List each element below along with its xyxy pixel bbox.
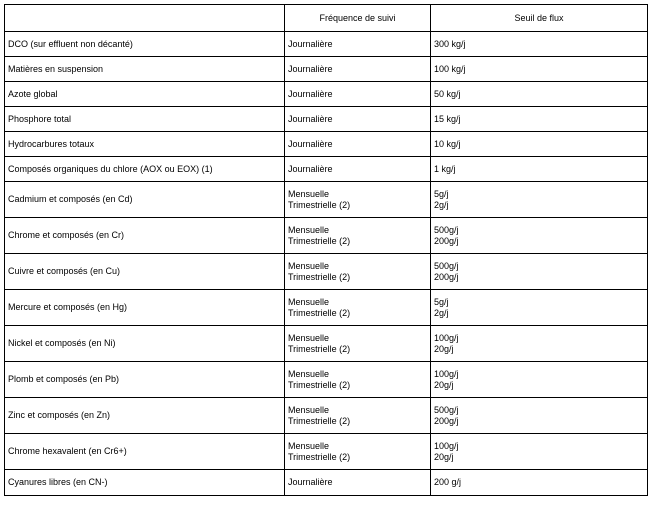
frequency-value: Mensuelle <box>288 296 330 307</box>
frequency-value: Journalière <box>288 163 333 174</box>
frequency-cell <box>285 32 431 57</box>
threshold-value: 20g/j <box>434 343 454 354</box>
frequency-value: Journalière <box>288 113 333 124</box>
threshold-cell <box>431 107 648 132</box>
frequency-value: Trimestrielle (2) <box>288 271 351 282</box>
threshold-value: 10 kg/j <box>434 138 461 149</box>
threshold-cell <box>431 254 648 290</box>
parameter-cell: Nickel et composés (en Ni) <box>5 326 285 362</box>
parameter-cell: Hydrocarbures totaux <box>5 132 285 157</box>
frequency-value: Mensuelle <box>288 368 330 379</box>
threshold-cell <box>431 326 648 362</box>
header-threshold: Seuil de flux <box>431 5 648 32</box>
frequency-value: Journalière <box>288 63 333 74</box>
threshold-cell <box>431 218 648 254</box>
threshold-value: 300 kg/j <box>434 38 466 49</box>
frequency-value: Trimestrielle (2) <box>288 343 351 354</box>
table-row <box>5 32 648 57</box>
frequency-value: Journalière <box>288 477 333 487</box>
frequency-cell <box>285 218 431 254</box>
threshold-cell <box>431 32 648 57</box>
threshold-value: 200g/j <box>434 271 459 282</box>
monitoring-table <box>4 4 648 496</box>
threshold-cell <box>431 398 648 434</box>
threshold-value: 100g/j <box>434 332 459 343</box>
frequency-value: Mensuelle <box>288 224 330 235</box>
parameter-cell: DCO (sur effluent non décanté) <box>5 32 285 57</box>
parameter-cell: Composés organiques du chlore (AOX ou EOX) (1) <box>5 157 285 182</box>
frequency-value: Mensuelle <box>288 188 330 199</box>
threshold-value: 500g/j <box>434 260 459 271</box>
threshold-value: 500g/j <box>434 224 459 235</box>
table-row <box>5 57 648 82</box>
parameter-cell: Plomb et composés (en Pb) <box>5 362 285 398</box>
threshold-cell <box>431 57 648 82</box>
frequency-cell <box>285 398 431 434</box>
frequency-cell <box>285 434 431 470</box>
frequency-value: Journalière <box>288 38 333 49</box>
threshold-value: 20g/j <box>434 379 454 390</box>
frequency-cell <box>285 362 431 398</box>
frequency-cell <box>285 470 431 496</box>
threshold-value: 2g/j <box>434 307 449 318</box>
table-row <box>5 132 648 157</box>
threshold-value: 200g/j <box>434 235 459 246</box>
threshold-value: 20g/j <box>434 451 454 462</box>
threshold-value: 2g/j <box>434 199 449 210</box>
threshold-value: 500g/j <box>434 404 459 415</box>
threshold-value: 50 kg/j <box>434 88 461 99</box>
threshold-value: 100g/j <box>434 440 459 451</box>
table-row <box>5 470 648 496</box>
frequency-cell <box>285 57 431 82</box>
parameter-cell: Cuivre et composés (en Cu) <box>5 254 285 290</box>
frequency-cell <box>285 132 431 157</box>
table-row <box>5 434 648 470</box>
frequency-value: Trimestrielle (2) <box>288 451 351 462</box>
threshold-value: 15 kg/j <box>434 113 461 124</box>
parameter-cell: Chrome et composés (en Cr) <box>5 218 285 254</box>
table-row <box>5 398 648 434</box>
threshold-cell <box>431 434 648 470</box>
threshold-cell <box>431 182 648 218</box>
parameter-cell: Cadmium et composés (en Cd) <box>5 182 285 218</box>
frequency-value: Trimestrielle (2) <box>288 235 351 246</box>
frequency-cell <box>285 326 431 362</box>
parameter-cell: Mercure et composés (en Hg) <box>5 290 285 326</box>
table-row <box>5 290 648 326</box>
parameter-cell: Chrome hexavalent (en Cr6+) <box>5 434 285 470</box>
table-row <box>5 326 648 362</box>
parameter-cell: Matières en suspension <box>5 57 285 82</box>
table-row <box>5 218 648 254</box>
threshold-cell <box>431 157 648 182</box>
threshold-value: 200g/j <box>434 415 459 426</box>
table-row <box>5 182 648 218</box>
threshold-value: 100 kg/j <box>434 63 466 74</box>
header-frequency: Fréquence de suivi <box>285 5 431 32</box>
table-body <box>5 32 648 496</box>
frequency-value: Mensuelle <box>288 440 330 451</box>
frequency-cell <box>285 157 431 182</box>
header-parameter <box>5 5 285 32</box>
frequency-value: Trimestrielle (2) <box>288 379 351 390</box>
frequency-value: Journalière <box>288 88 333 99</box>
frequency-value: Mensuelle <box>288 404 330 415</box>
frequency-cell <box>285 182 431 218</box>
parameter-cell: Zinc et composés (en Zn) <box>5 398 285 434</box>
frequency-value: Mensuelle <box>288 260 330 271</box>
table-row <box>5 362 648 398</box>
threshold-cell <box>431 470 648 496</box>
threshold-value: 1 kg/j <box>434 163 456 174</box>
table-row <box>5 157 648 182</box>
table-header-row <box>5 5 648 32</box>
frequency-cell <box>285 290 431 326</box>
table-row <box>5 82 648 107</box>
threshold-cell <box>431 362 648 398</box>
frequency-value: Trimestrielle (2) <box>288 307 351 318</box>
frequency-cell <box>285 82 431 107</box>
parameter-cell: Phosphore total <box>5 107 285 132</box>
frequency-cell <box>285 107 431 132</box>
table-row <box>5 107 648 132</box>
threshold-cell <box>431 132 648 157</box>
parameter-cell: Azote global <box>5 82 285 107</box>
frequency-value: Mensuelle <box>288 332 330 343</box>
threshold-cell <box>431 82 648 107</box>
parameter-cell: Cyanures libres (en CN-) <box>5 470 285 496</box>
threshold-cell <box>431 290 648 326</box>
threshold-value: 200 g/j <box>434 477 462 487</box>
frequency-value: Journalière <box>288 138 333 149</box>
threshold-value: 100g/j <box>434 368 459 379</box>
frequency-cell <box>285 254 431 290</box>
table-row <box>5 254 648 290</box>
frequency-value: Trimestrielle (2) <box>288 199 351 210</box>
threshold-value: 5g/j <box>434 188 449 199</box>
frequency-value: Trimestrielle (2) <box>288 415 351 426</box>
threshold-value: 5g/j <box>434 296 449 307</box>
